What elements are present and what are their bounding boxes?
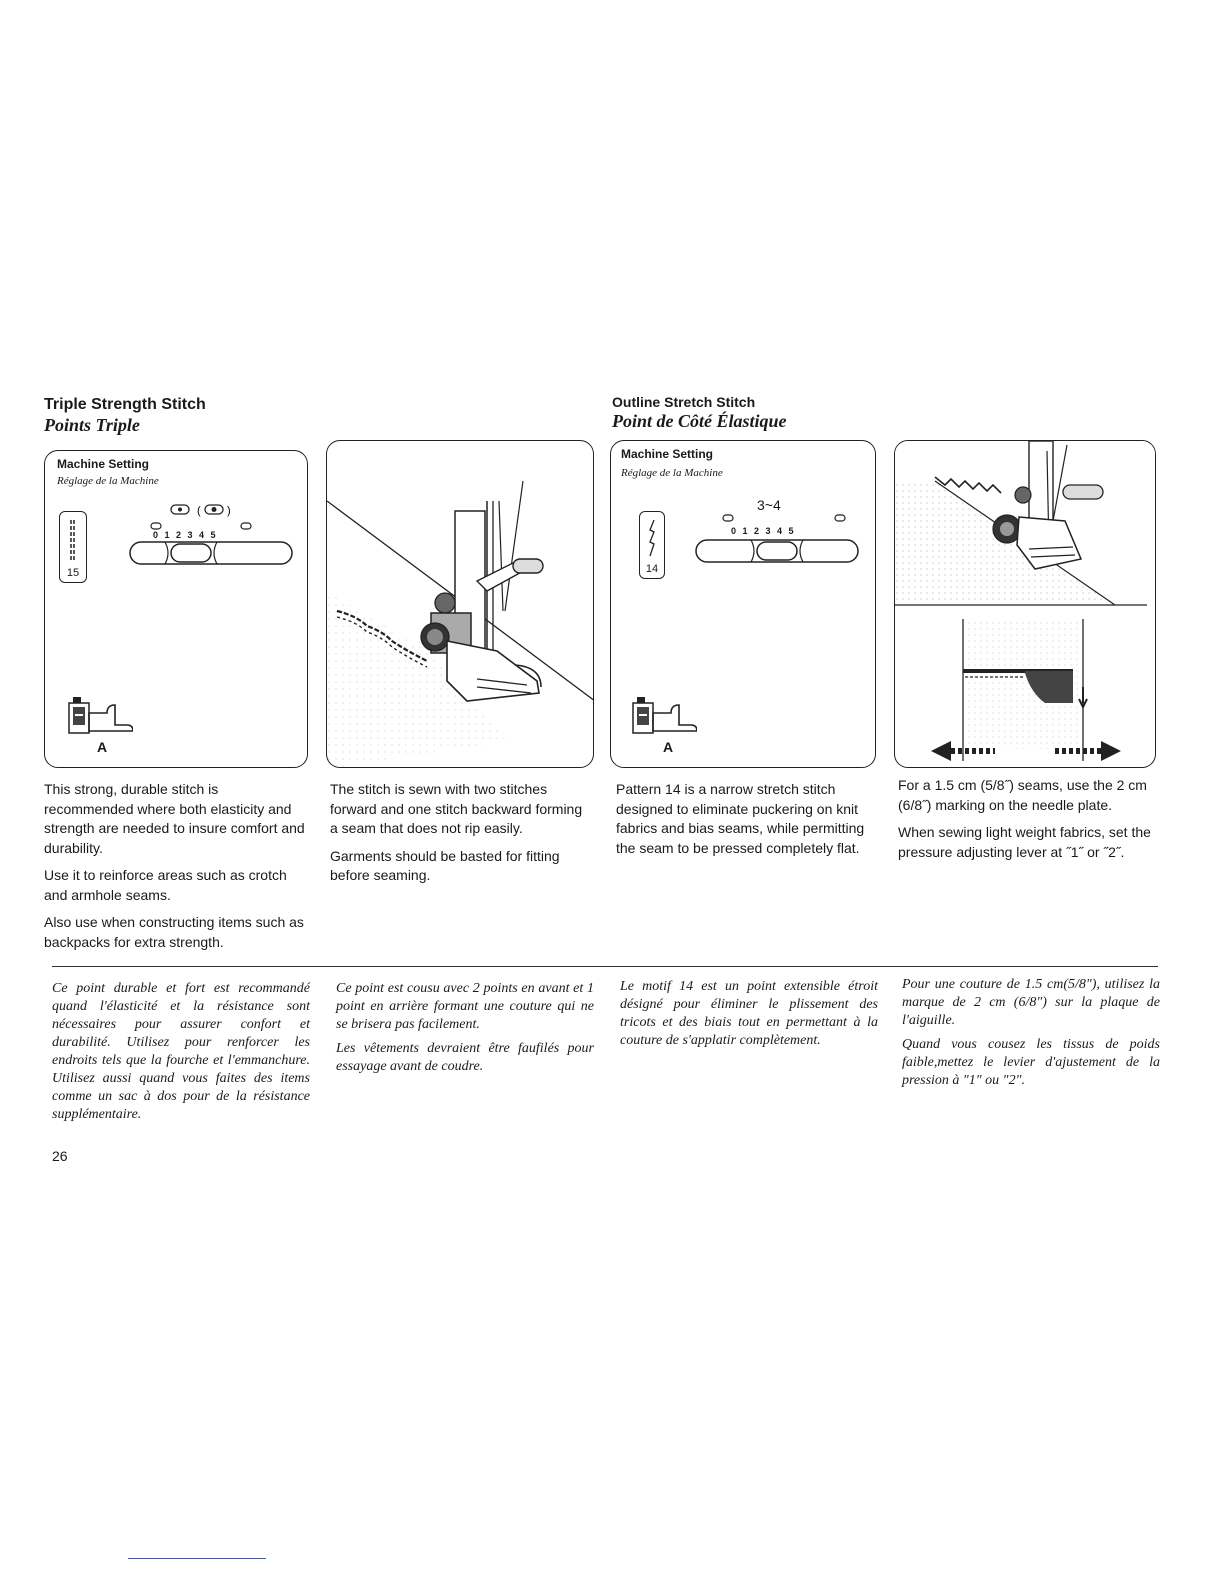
triple-body-en bbox=[44, 780, 308, 960]
triple-illustration-body-fr bbox=[336, 980, 594, 1082]
svg-text:): ) bbox=[227, 505, 231, 517]
paragraph: Les vêtements devraient être faufilés pour essayage avant de coudre. bbox=[336, 1041, 594, 1074]
paragraph: Use it to reinforce areas such as crotch and armhole seams. bbox=[44, 867, 287, 903]
stretch-stitch-symbol-icon bbox=[640, 516, 664, 562]
paragraph: Pattern 14 is a narrow stretch stitch designed to eliminate puckering on knit fabrics and bias seams, while permitting the seam to be pressed completely flat. bbox=[616, 781, 865, 856]
page-number: 26 bbox=[52, 1148, 68, 1164]
presser-foot-label: A bbox=[663, 739, 674, 755]
pattern-selector-icon bbox=[59, 511, 87, 583]
machine-setting-subtitle: Réglage de la Machine bbox=[621, 467, 723, 479]
paragraph: The stitch is sewn with two stitches forward and one stitch backward forming a seam that does not rip easily. bbox=[330, 781, 583, 836]
triple-body-fr bbox=[52, 980, 310, 1130]
outline-title-fr: Point de Côté Élastique bbox=[612, 411, 787, 431]
paragraph: Garments should be basted for fitting before seaming. bbox=[330, 847, 560, 883]
triple-title-en: Triple Strength Stitch bbox=[44, 396, 206, 413]
machine-setting-title: Machine Setting bbox=[621, 447, 714, 461]
footer-line bbox=[128, 1558, 266, 1559]
dial-scale: 0 1 2 3 4 5 bbox=[731, 526, 796, 536]
paragraph: Pour une couture de 1.5 cm(5/8"), utilisez la marque de 2 cm (6/8") sur la plaque de l'aiguille. bbox=[902, 977, 1160, 1028]
pattern-number: 15 bbox=[66, 567, 80, 579]
presser-foot-icon bbox=[67, 695, 133, 735]
outline-title-en: Outline Stretch Stitch bbox=[612, 394, 756, 410]
triple-stitch-symbol-icon bbox=[60, 516, 86, 566]
paragraph: Le motif 14 est un point extensible étroit désigné pour éliminer le plissement des tricots et des biais tout en permettant à la couture de s'applatir complètement. bbox=[620, 979, 878, 1048]
triple-title-fr: Points Triple bbox=[44, 415, 140, 435]
sewing-foot-outline-illustration bbox=[895, 441, 1156, 768]
paragraph: When sewing light weight fabrics, set the pressure adjusting lever at ˝1˝ or ˝2˝. bbox=[898, 824, 1151, 860]
triple-machine-setting-panel bbox=[44, 450, 308, 768]
triple-illustration-body-en bbox=[330, 780, 592, 894]
outline-body-fr bbox=[620, 978, 878, 1056]
dial-scale: 0 1 2 3 4 5 bbox=[153, 530, 218, 540]
pattern-number: 14 bbox=[645, 563, 659, 575]
length-range-label: 3~4 bbox=[757, 497, 781, 513]
outline-machine-setting-panel bbox=[610, 440, 876, 768]
paragraph: Quand vous cousez les tissus de poids faible,mettez le levier d'ajustement de la pression à "1" ou "2". bbox=[902, 1037, 1160, 1088]
machine-setting-title: Machine Setting bbox=[57, 457, 150, 471]
paragraph: For a 1.5 cm (5/8˝) seams, use the 2 cm (6/8˝) marking on the needle plate. bbox=[898, 777, 1147, 813]
paragraph: Ce point est cousu avec 2 points en avant et 1 point en arrière formant une couture qui ne se brisera pas facilement. bbox=[336, 981, 594, 1032]
outline-illustration-body-fr bbox=[902, 976, 1160, 1096]
pattern-selector-icon bbox=[639, 511, 665, 579]
length-slider-icon bbox=[695, 537, 861, 567]
paragraph: Also use when constructing items such as backpacks for extra strength. bbox=[44, 914, 304, 950]
outline-illustration-body-en bbox=[898, 776, 1158, 870]
presser-foot-icon bbox=[631, 695, 697, 735]
outline-stitch-illustration-panel bbox=[894, 440, 1156, 768]
presser-foot-label: A bbox=[97, 739, 108, 755]
paragraph: Ce point durable et fort est recommandé quand l'élasticité et la résistance sont nécessaires pour assurer confort et durabilité. Utilisez pour renforcer les endroits tels que la fourche et l'emmanchure. Utilisez aussi quand vous faites des items comme un sac à dos pour de la résistance supplémentaire. bbox=[52, 981, 310, 1122]
sewing-foot-triple-illustration bbox=[327, 441, 594, 768]
triple-stitch-illustration-panel bbox=[326, 440, 594, 768]
outline-body-en bbox=[616, 780, 876, 866]
paragraph: This strong, durable stitch is recommended where both elasticity and strength are needed to insure comfort and durability. bbox=[44, 781, 305, 856]
length-slider-icon bbox=[129, 539, 295, 569]
machine-setting-subtitle: Réglage de la Machine bbox=[57, 475, 159, 487]
svg-text:(: ( bbox=[197, 505, 201, 517]
section-divider bbox=[52, 966, 1158, 967]
